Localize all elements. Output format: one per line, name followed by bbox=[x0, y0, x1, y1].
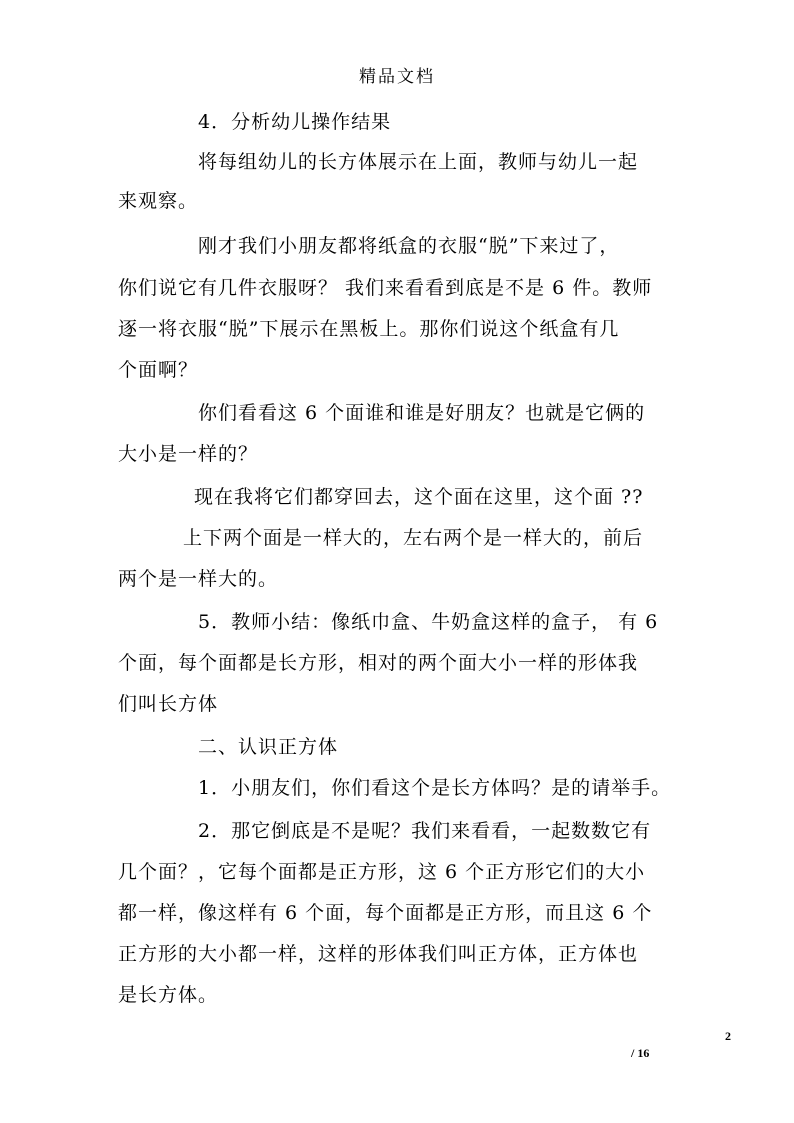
text-line: 几个面？，它每个面都是正方形，这 6 个正方形它们的大小 bbox=[118, 861, 646, 883]
text-line: 大小是一样的？ bbox=[118, 443, 259, 465]
page-header: 精品文档 bbox=[359, 67, 435, 87]
text-line: 刚才我们小朋友都将纸盒的衣服“脱”下来过了， bbox=[198, 235, 620, 257]
text-line: 1．小朋友们，你们看这个是长方体吗？是的请举手。 bbox=[198, 777, 672, 799]
text-line: 二、认识正方体 bbox=[198, 736, 339, 758]
text-line: 上下两个面是一样大的，左右两个是一样大的，前后 bbox=[183, 527, 644, 549]
text-line: 个面啊？ bbox=[118, 359, 199, 381]
text-line: 2．那它倒底是不是呢？我们来看看，一起数数它有 bbox=[198, 820, 652, 842]
text-line: 是长方体。 bbox=[118, 984, 219, 1006]
text-line: 现在我将它们都穿回去，这个面在这里，这个面 ?? bbox=[194, 486, 644, 508]
text-line: 都一样，像这样有 6 个面，每个面都是正方形，而且这 6 个 bbox=[118, 902, 653, 924]
text-line: 将每组幼儿的长方体展示在上面，教师与幼儿一起 bbox=[198, 151, 639, 173]
page-number: 2 bbox=[725, 1029, 731, 1043]
text-line: 个面，每个面都是长方形，相对的两个面大小一样的形体我 bbox=[118, 652, 639, 674]
text-line: 来观察。 bbox=[118, 190, 199, 212]
page-total: / 16 bbox=[631, 1046, 650, 1060]
text-line: 两个是一样大的。 bbox=[118, 568, 279, 590]
text-line: 逐一将衣服“脱”下展示在黑板上。那你们说这个纸盒有几 bbox=[118, 318, 620, 340]
text-line: 们叫长方体 bbox=[118, 693, 219, 715]
text-line: 4．分析幼儿操作结果 bbox=[198, 111, 392, 133]
text-line: 5．教师小结：像纸巾盒、牛奶盒这样的盒子， 有 6 bbox=[198, 611, 659, 633]
text-line: 你们说它有几件衣服呀？ 我们来看看到底是不是 6 件。教师 bbox=[118, 277, 653, 299]
text-line: 你们看看这 6 个面谁和谁是好朋友？也就是它俩的 bbox=[198, 402, 646, 424]
text-line: 正方形的大小都一样，这样的形体我们叫正方体，正方体也 bbox=[118, 943, 639, 965]
